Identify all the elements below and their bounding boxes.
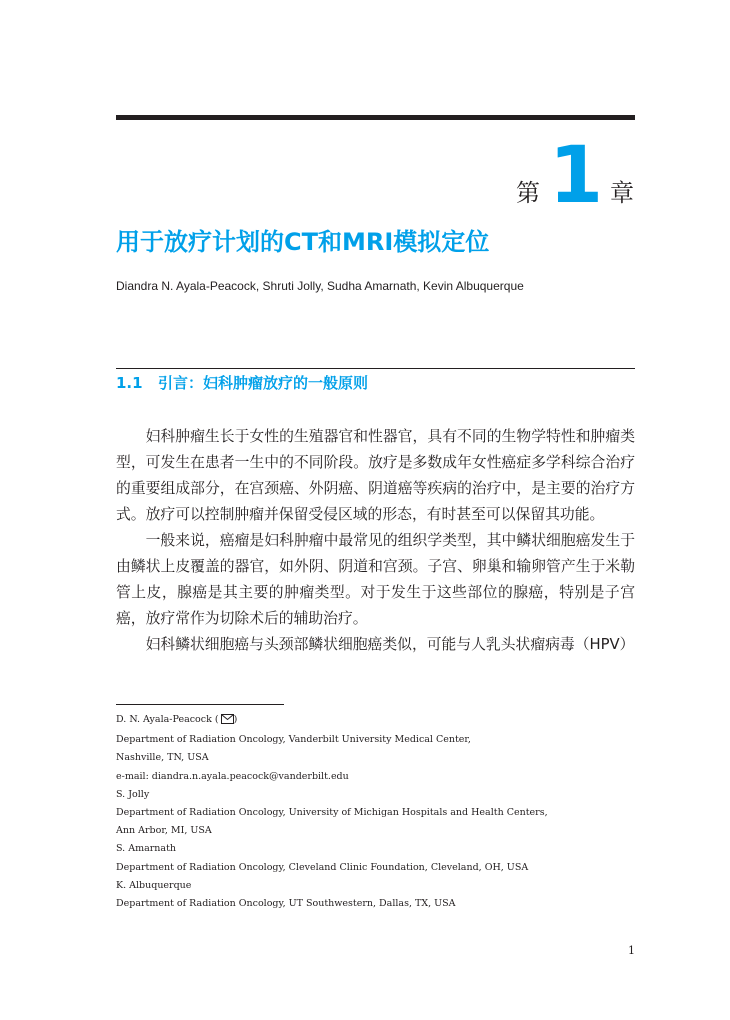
footnote-line: Department of Radiation Oncology, University of Michigan Hospitals and Health Centers, — [116, 807, 548, 819]
chapter-prefix: 第 — [516, 179, 540, 207]
chapter-label — [116, 131, 635, 221]
footnote-line: D. N. Ayala-Peacock ( ) — [116, 711, 635, 731]
footnote-line: Department of Radiation Oncology, UT Southwestern, Dallas, TX, USA — [116, 898, 456, 910]
page-number: 1 — [628, 944, 635, 957]
section-number: 1.1 — [116, 374, 143, 392]
footnote-rule — [116, 704, 284, 705]
footnote-line: Nashville, TN, USA — [116, 752, 209, 764]
footnote-line: Department of Radiation Oncology, Cleveland Clinic Foundation, Cleveland, OH, USA — [116, 861, 529, 873]
footnote-email[interactable]: e-mail: diandra.n.ayala.peacock@vanderbilt.edu — [116, 770, 349, 782]
envelope-icon[interactable] — [221, 713, 234, 731]
footnote-line: K. Albuquerque — [116, 879, 192, 891]
chapter-top-rule — [116, 115, 635, 120]
footnote-line: Ann Arbor, MI, USA — [116, 825, 212, 837]
paragraph: 妇科鳞状细胞癌与头颈部鳞状细胞癌类似，可能与人乳头状瘤病毒（HPV） — [145, 636, 635, 653]
corresponding-author: D. N. Ayala-Peacock — [116, 714, 212, 725]
chapter-title: 用于放疗计划的CT和MRI模拟定位 — [116, 228, 490, 256]
chapter-number: 1 — [548, 131, 604, 221]
body-text — [116, 424, 635, 658]
footnotes — [116, 711, 635, 913]
chapter-suffix: 章 — [610, 179, 634, 207]
paragraph: 妇科肿瘤生长于女性的生殖器官和性器官，具有不同的生物学特性和肿瘤类型，可发生在患者一生中的不同阶段。放疗是多数成年女性癌症多学科综合治疗的重要组成部分，在宫颈癌、外阴癌、阴道癌等疾病的治疗中，是主要的治疗方式。放疗可以控制肿瘤并保留受侵区域的形态，有时甚至可以保留其功能。 — [116, 428, 635, 523]
footnote-line: Department of Radiation Oncology, Vanderbilt University Medical Center, — [116, 734, 471, 746]
footnote-line: S. Jolly — [116, 788, 150, 800]
paragraph: 一般来说，癌瘤是妇科肿瘤中最常见的组织学类型，其中鳞状细胞癌发生于由鳞状上皮覆盖的器官，如外阴、阴道和宫颈。子宫、卵巢和输卵管产生于米勒管上皮，腺癌是其主要的肿瘤类型。对于发生于这些部位的腺癌，特别是子宫癌，放疗常作为切除术后的辅助治疗。 — [116, 532, 635, 627]
section-title: 引言：妇科肿瘤放疗的一般原则 — [158, 374, 369, 392]
section-rule — [116, 368, 635, 369]
section-heading — [116, 372, 635, 394]
footnote-line: S. Amarnath — [116, 843, 177, 855]
author-list: Diandra N. Ayala-Peacock, Shruti Jolly, Sudha Amarnath, Kevin Albuquerque — [116, 279, 524, 293]
